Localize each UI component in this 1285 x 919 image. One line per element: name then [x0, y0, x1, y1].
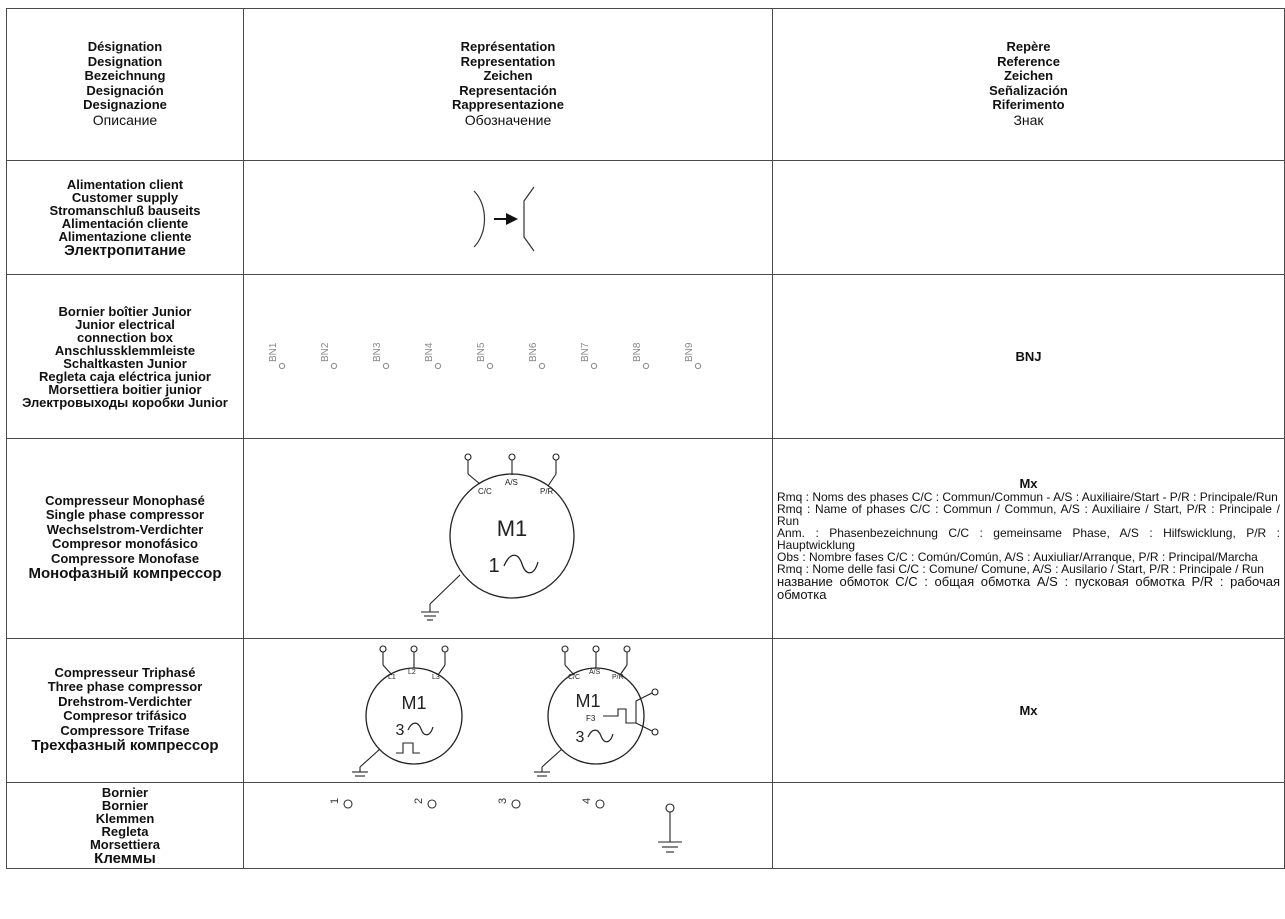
header-reference-es: Señalización: [989, 82, 1068, 98]
legend-table: [6, 8, 1285, 869]
terminal-group: [268, 342, 701, 368]
header-representation-es: Representación: [459, 82, 557, 98]
designation-ru: Электровыходы коробки Junior: [22, 394, 228, 410]
representation-cell: [244, 439, 773, 639]
reference-cell: [773, 161, 1285, 275]
motor-label: M1: [496, 515, 528, 541]
phase-count: 3: [395, 721, 405, 739]
designation-junior-box: [7, 305, 243, 409]
designation-cell: [7, 639, 244, 783]
reference-cell: [773, 275, 1285, 439]
terminal-label: BN7: [580, 342, 591, 362]
header-representation-cell: [244, 9, 773, 161]
row-three-phase: [7, 639, 1285, 783]
representation-cell: [244, 275, 773, 439]
motor-label: M1: [401, 692, 427, 713]
terminal-point: [331, 363, 336, 368]
note-it: Rmq : Nome delle fasi C/C : Comune/ Comune, A/S : Ausilario / Start, P/R : Principale / Run: [777, 561, 1264, 576]
header-designation-ru: Описание: [92, 112, 158, 129]
designation-cell: [7, 439, 244, 639]
note-es: Obs : Nombre fases C/C : Común/Común, A/S : Auxiuliar/Arranque, P/R : Principal/Marcha: [777, 549, 1258, 564]
designation-fr: Bornier: [101, 784, 149, 800]
terminal-point: [539, 363, 544, 368]
motor-label: M1: [575, 690, 601, 711]
header-designation-fr: Désignation: [87, 39, 163, 55]
terminal-label: BN5: [476, 342, 487, 362]
terminal-point: [344, 800, 352, 808]
designation-de: Wechselstrom-Verdichter: [46, 521, 204, 537]
designation-it: Compressore Trifase: [60, 722, 190, 738]
motor-terminal-label: L1: [388, 673, 396, 681]
header-reference-en: Reference: [997, 53, 1060, 69]
designation-fr: Bornier boîtier Junior: [58, 303, 192, 319]
designation-it: Compressore Monofase: [50, 550, 200, 566]
ac-wave-icon: [408, 723, 433, 735]
designation-de: Drehstrom-Verdichter: [58, 693, 192, 709]
designation-it: Alimentazione cliente: [58, 228, 192, 244]
row-terminal-block: [7, 783, 1285, 869]
reference-value: Mx: [1019, 702, 1038, 718]
designation-en: Single phase compressor: [45, 507, 205, 523]
designation-en: Three phase compressor: [47, 679, 203, 695]
designation-three-phase: [7, 666, 243, 756]
terminal-point: [435, 363, 440, 368]
designation-de-2: Schaltkasten Junior: [63, 355, 187, 371]
phase-count: 3: [575, 728, 585, 746]
terminal-number: 3: [497, 797, 509, 804]
header-representation: [244, 40, 772, 128]
terminal-point: [279, 363, 284, 368]
designation-ru: Монофазный компрессор: [28, 565, 222, 583]
designation-es: Compresor trifásico: [63, 708, 187, 724]
designation-es: Alimentación cliente: [61, 215, 189, 231]
ac-wave-icon: [588, 730, 613, 742]
customer-supply-symbol: [448, 173, 568, 263]
header-row: [7, 9, 1285, 161]
reference-value: Mx: [1019, 475, 1038, 491]
terminal-number: 2: [413, 797, 425, 804]
header-reference-cell: [773, 9, 1285, 161]
terminal-label: BN8: [632, 342, 643, 362]
header-designation-en: Designation: [87, 53, 163, 69]
three-phase-motor-symbols: [248, 641, 768, 781]
designation-de-1: Anschlussklemmleiste: [54, 342, 196, 358]
designation-en: Bornier: [101, 797, 149, 813]
terminal-point: [512, 800, 520, 808]
terminal-label: BN6: [528, 342, 539, 362]
reference-cell: [773, 639, 1285, 783]
designation-es: Regleta caja eléctrica junior: [39, 368, 211, 384]
terminal-point: [596, 800, 604, 808]
representation-cell: [244, 161, 773, 275]
header-designation-cell: [7, 9, 244, 161]
terminal-label: BN4: [424, 342, 435, 362]
header-reference-de: Zeichen: [1003, 68, 1054, 84]
representation-cell: [244, 639, 773, 783]
terminal-label: BN3: [372, 342, 383, 362]
header-designation-de: Bezeichnung: [84, 68, 166, 84]
terminal-point: [383, 363, 388, 368]
terminal-label: BN1: [268, 342, 279, 362]
designation-terminal-block: [7, 786, 243, 866]
terminal-point: [487, 363, 492, 368]
designation-en-2: connection box: [76, 329, 174, 345]
phase-notes: [773, 477, 1284, 601]
designation-ru: Трехфазный компрессор: [31, 737, 219, 755]
designation-it: Morsettiera: [89, 836, 161, 852]
header-reference-it: Riferimento: [992, 97, 1065, 113]
motor-terminal-label: A/S: [505, 477, 518, 487]
motor-terminal-label: C/C: [568, 673, 581, 681]
designation-fr: Compresseur Triphasé: [54, 664, 196, 680]
header-representation-ru: Обозначение: [464, 112, 552, 129]
motor-terminal-label: P/R: [540, 486, 554, 496]
terminal-point: [428, 800, 436, 808]
terminal-point: [695, 363, 700, 368]
designation-ru: Электропитание: [64, 241, 186, 259]
ac-wave-icon: [504, 555, 538, 573]
terminal-group: [329, 797, 604, 807]
terminal-point: [643, 363, 648, 368]
note-fr: Rmq : Noms des phases C/C : Commun/Commun - A/S : Auxiliaire/Start - P/R : Principale/Run: [777, 489, 1278, 504]
protector-label: F3: [586, 713, 596, 723]
reference-value: BNJ: [1015, 348, 1042, 364]
terminal-label: BN9: [684, 342, 695, 362]
terminal-number: 4: [581, 797, 593, 804]
designation-ru: Клеммы: [94, 849, 156, 867]
header-representation-fr: Représentation: [460, 39, 556, 55]
row-junior-box: [7, 275, 1285, 439]
designation-es: Regleta: [101, 823, 149, 839]
header-representation-it: Rappresentazione: [452, 97, 564, 113]
header-reference-ru: Знак: [1013, 112, 1044, 129]
terminal-point: [591, 363, 596, 368]
motor-terminal-label: A/S: [589, 668, 601, 676]
motor-terminal-label: P/R: [612, 673, 624, 681]
note-ru: название обмоток C/C : общая обмотка A/S : пусковая обмотка P/R : рабочая обмотка: [777, 573, 1280, 602]
reference-cell: [773, 439, 1285, 639]
note-de: Anm. : Phasenbezeichnung C/C : gemeinsame Phase, A/S : Hilfswicklung, P/R : Hauptwicklung: [777, 525, 1280, 552]
representation-cell: [244, 783, 773, 869]
ground-icon: [658, 804, 682, 852]
designation-en: Customer supply: [71, 189, 179, 205]
designation-de: Klemmen: [95, 810, 155, 826]
designation-it: Morsettiera boitier junior: [48, 381, 202, 397]
header-representation-de: Zeichen: [483, 68, 533, 84]
designation-en-1: Junior electrical: [75, 316, 175, 332]
header-reference-fr: Repère: [1006, 39, 1051, 55]
reference-cell: [773, 783, 1285, 869]
three-phase-motor-right: [534, 646, 658, 776]
header-representation-en: Representation: [460, 53, 556, 69]
three-phase-motor-left: [352, 646, 462, 776]
designation-cell: [7, 783, 244, 869]
designation-fr: Alimentation client: [66, 176, 184, 192]
row-single-phase: [7, 439, 1285, 639]
phase-count: 1: [488, 554, 500, 577]
motor-terminal-label: L3: [432, 673, 440, 681]
note-en: Rmq : Name of phases C/C : Commun / Commun, A/S : Auxiliaire / Start, P/R : Principale / Run: [777, 501, 1280, 528]
terminal-label: BN2: [320, 342, 331, 362]
single-phase-motor-symbol: [408, 444, 608, 634]
motor-terminal-label: L2: [408, 668, 416, 676]
terminal-number: 1: [329, 797, 341, 804]
designation-cell: [7, 161, 244, 275]
junior-terminal-strip: [258, 322, 758, 392]
terminal-block-symbol: [318, 786, 698, 866]
designation-es: Compresor monofásico: [52, 536, 198, 552]
designation-cell: [7, 275, 244, 439]
designation-de: Stromanschluß bauseits: [49, 202, 201, 218]
header-designation-es: Designación: [86, 82, 164, 98]
designation-fr: Compresseur Monophasé: [45, 492, 205, 508]
header-designation-it: Designazione: [83, 97, 167, 113]
header-designation: [7, 40, 243, 128]
header-reference: [773, 40, 1284, 128]
designation-customer-supply: [7, 178, 243, 258]
row-customer-supply: [7, 161, 1285, 275]
motor-terminal-label: C/C: [478, 486, 492, 496]
designation-single-phase: [7, 494, 243, 584]
